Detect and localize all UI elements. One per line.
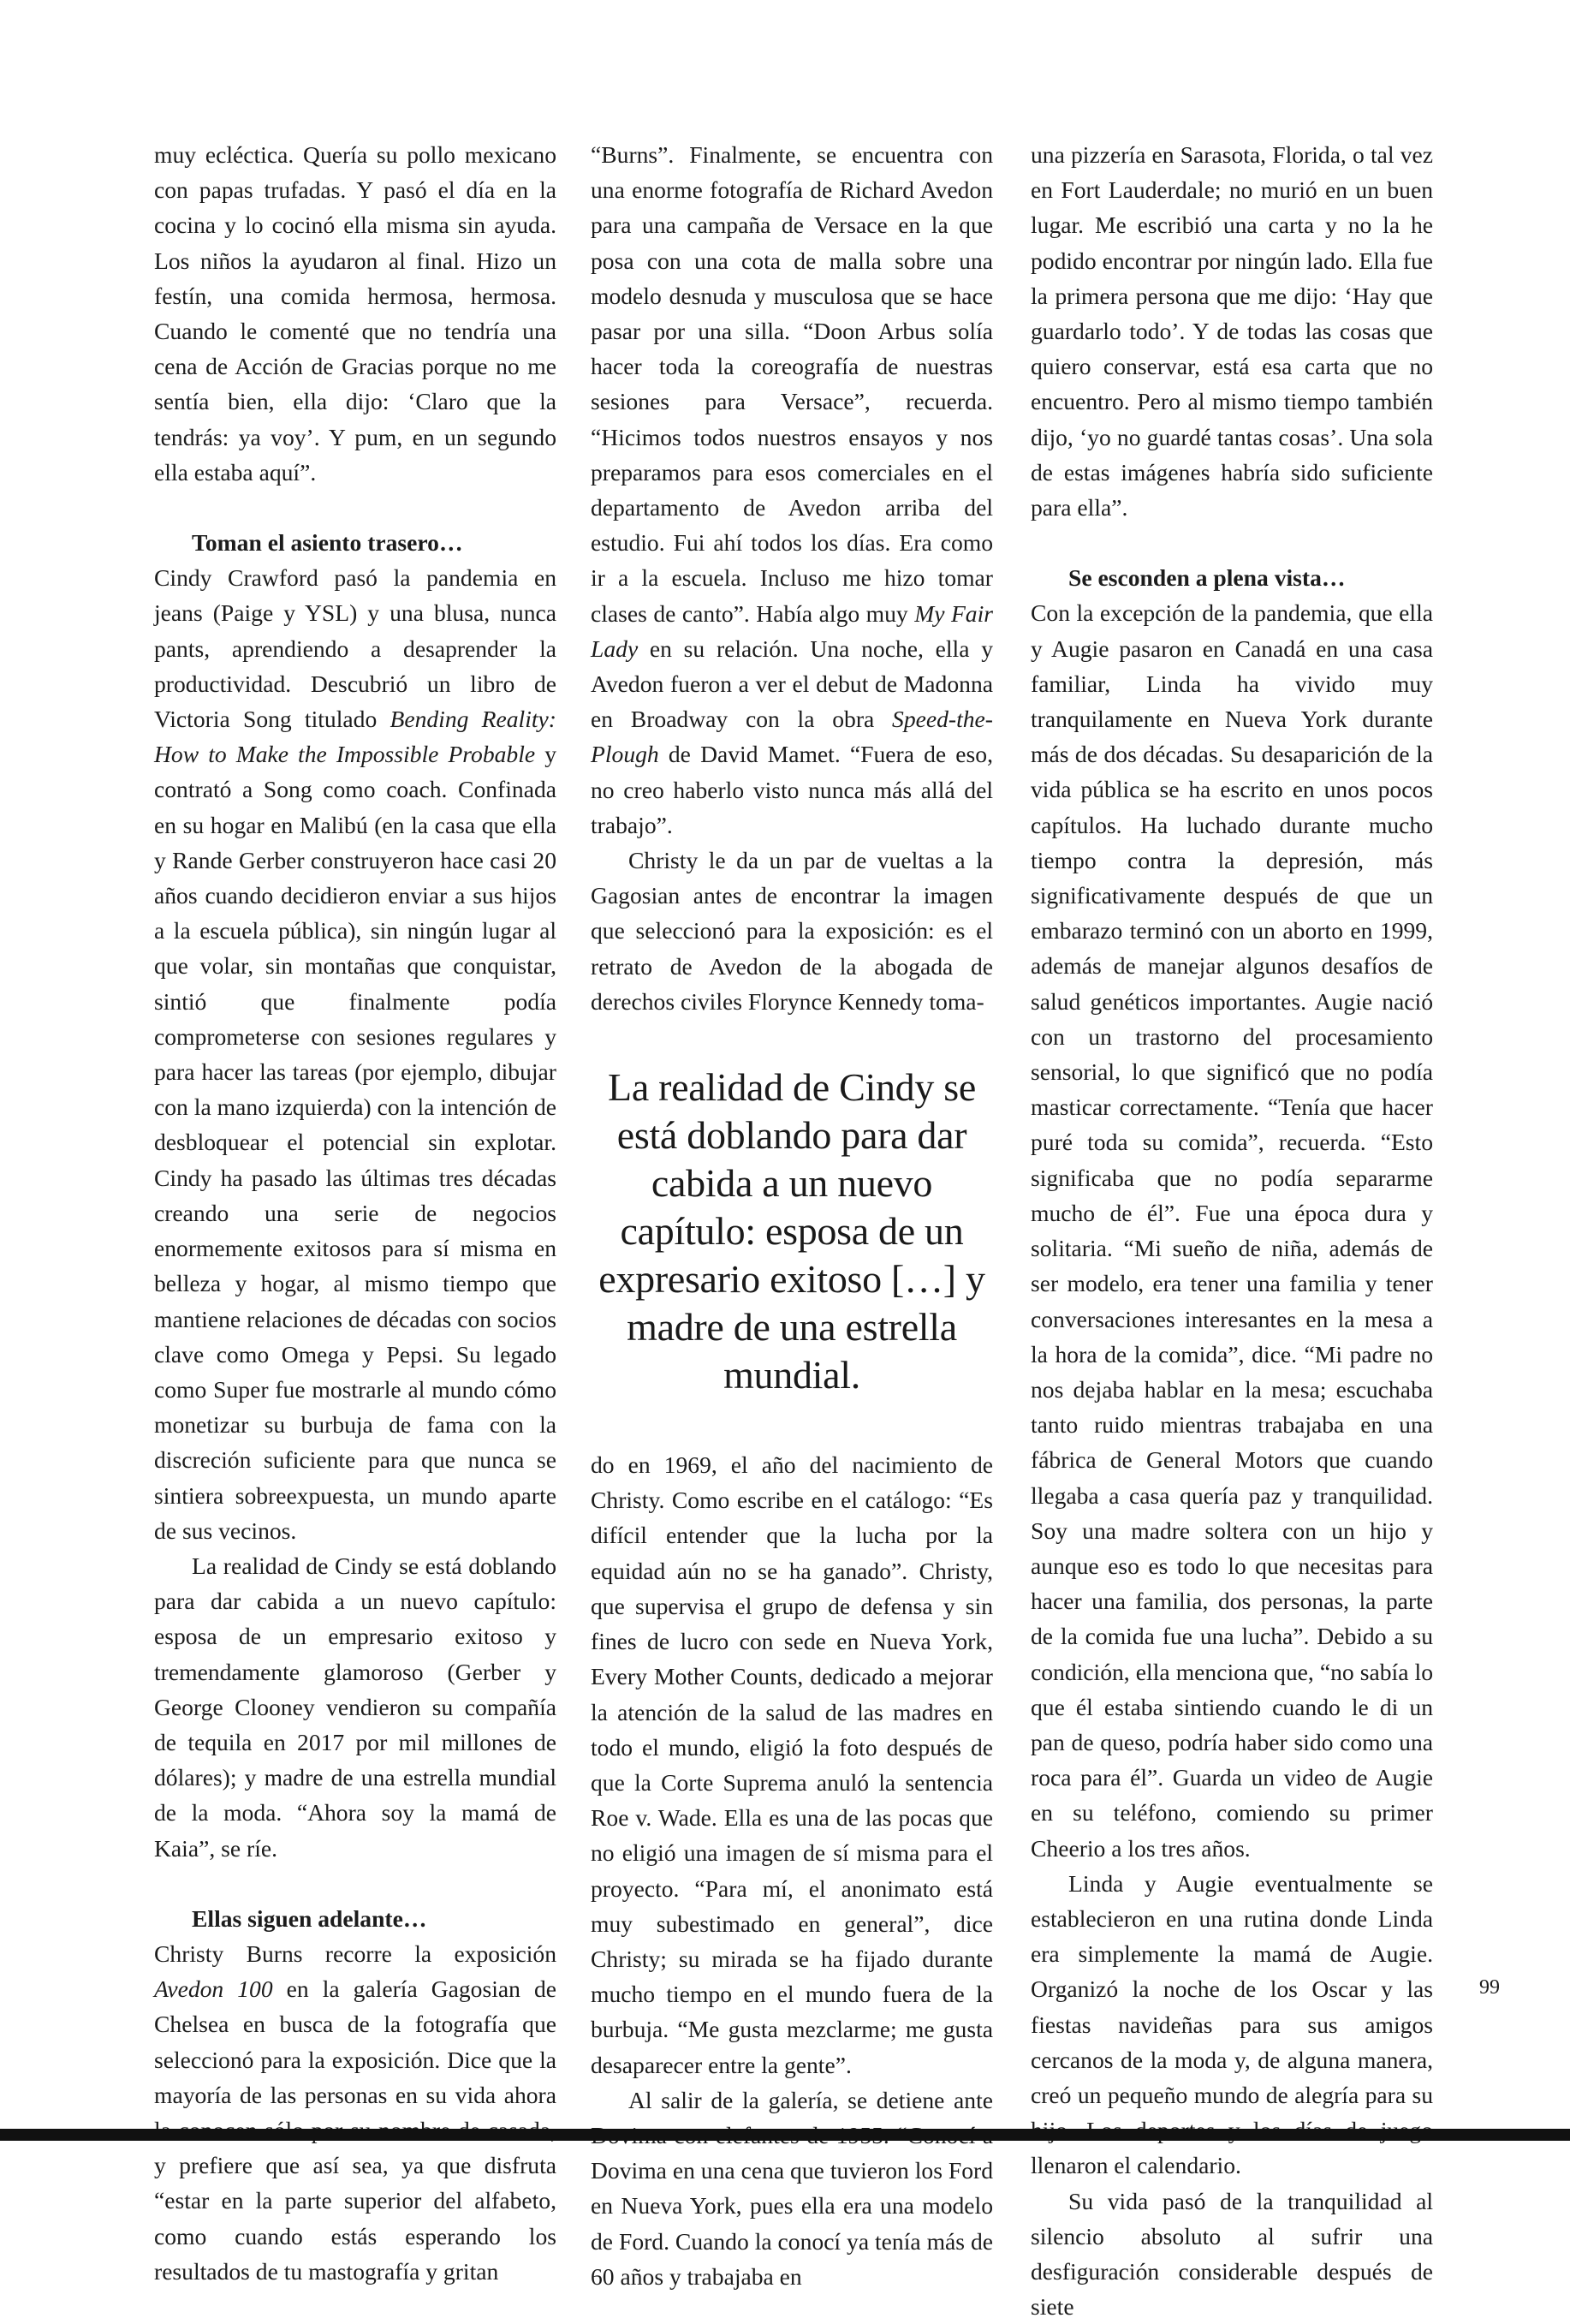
paragraph: Christy le da un par de vueltas a la Gagosian antes de encontrar la imagen que seleccionó para la exposición: es el retrato de Avedon de la abogada de derechos civiles Florynce Kennedy toma- <box>591 847 993 1015</box>
play-title: Speed-the-Plough <box>591 706 993 768</box>
paragraph: Con la excepción de la pandemia, que ella y Augie pasaron en Canadá en una casa familiar, Linda ha vivido muy tranquilamente en Nueva York durante más de dos décadas. Su desaparición de la vida pública se ha escrito en unos pocos capítulos. Ha luchado durante mucho tiempo contra la depresión, más significativamente después de que un embarazo terminó con un aborto en 1999, además de manejar algunos desafíos de salud genéticos importantes. Augie nació con un trastorno del procesamiento sensorial, lo que significó que no podía masticar correctamente. “Tenía que hacer puré toda su comida”, recuerda. “Esto significaba que no podía separarme mucho de él”. Fue una época dura y solitaria. “Mi sueño de niña, además de ser modelo, era tener una familia y tener conversaciones interesantes en la mesa a la hora de la comida”, dice. “Mi padre no nos dejaba hablar en la mesa; escuchaba tanto ruido mientras trabajaba en una fábrica de General Motors que cuando llegaba a casa quería paz y tranquilidad. Soy una madre soltera con un hijo y aunque eso es todo lo que necesitas para hacer una familia, dos personas, la parte de la comida fue una lucha”. Debido a su condición, ella menciona que, “no sabía lo que él estaba sintiendo cuando le di un pan de queso, podría haber sido como una roca para él”. Guarda un video de Augie en su teléfono, comiendo su primer Cheerio a los tres años. <box>1031 599 1433 1862</box>
paragraph: do en 1969, el año del nacimiento de Christy. Como escribe en el catálogo: “Es difícil entender que la lucha por la equidad aún no se ha ganado”. Christy, que supervisa el grupo de defensa y sin fines de lucro con sede en Nueva York, Every Mother Counts, dedicado a mejorar la atención de la salud de las madres en todo el mundo, eligió la foto después de que la Corte Suprema anuló la sentencia Roe v. Wade. Ella es una de las pocas que no eligió una imagen de sí misma para el proyecto. “Para mí, el anonimato está muy subestimado en general”, dice Christy; su mirada se ha fijado durante mucho tiempo en el mundo fuera de la burbuja. “Me gusta mezclarme; me gusta desaparecer entre la gente”. <box>591 1451 993 2078</box>
paragraph: una pizzería en Sarasota, Florida, o tal vez en Fort Lauderdale; no murió en un buen lugar. Me escribió una carta y no la he podido encontrar por ningún lado. Ella fue la primera persona que me dijo: ‘Hay que guardarlo todo’. Y de todas las cosas que quiero conservar, está esa carta que no encuentro. Pero al mismo tiempo también dijo, ‘yo no guardé tantas cosas’. Una sola de estas imágenes habría sido suficiente para ella”. <box>1031 141 1433 521</box>
musical-title: My Fair Lady <box>591 599 993 662</box>
text-run: en su relación. Una noche, ella y Avedon fueron a ver el debut de Madonna en Broadway con la obra <box>591 635 993 733</box>
paragraph: Linda y Augie eventualmente se establecieron en una rutina donde Linda era simplemente la mamá de Augie. Organizó la noche de los Oscar y las fiestas navideñas para sus amigos cercanos de la moda y, de alguna manera, creó un pequeño mundo de alegría para su llenaron el calendario. <box>1031 1869 1433 2179</box>
paragraph: muy ecléctica. Quería su pollo mexicano con papas trufadas. Y pasó el día en la cocina y lo cocinó ella misma sin ayuda. Los niños la ayudaron al final. Hizo un festín, una comida hermosa, hermosa. Cuando le comenté que no tendría una cena de Acción de Gracias porque no me sentía bien, ella dijo: ‘Claro que la tendrás: ya voy’. Y pum, en un segundo ella estaba aquí”. <box>154 141 556 486</box>
exhibition-title: Avedon 100 <box>154 1975 273 2003</box>
section-heading: Ellas siguen adelante… <box>192 1904 427 1932</box>
paragraph <box>154 1936 556 2289</box>
page-number: 99 <box>1479 1976 1500 1999</box>
text-run: de David Mamet. “Fuera de eso, no creo haberlo visto nunca más allá del trabajo”. <box>591 741 993 838</box>
text-run: Cindy Crawford pasó la pandemia en jeans (Paige y YSL) y una blusa, nunca pants, aprendiendo a desaprender la productividad. Descubrió un libro de Victoria Song titulado <box>154 564 556 733</box>
article-column-1 <box>154 137 556 2289</box>
text-run: en la galería Gagosian de Chelsea en busca de la fotografía que seleccionó para la exposición. Dice que la mayoría de las personas en su vida ahora y prefiere que así sea, ya que disfruta “estar en la parte superior del alfabeto, como cuando estás esperando los resultados de tu mastografía y gritan <box>154 1975 556 2285</box>
article-column-2 <box>591 137 993 2294</box>
paragraph: Al salir de la galería, se detiene ante Dovima en una cena que tuvieron los Ford en Nueva York, pues ella era una modelo de Ford. Cuando la conocí ya tenía más de 60 años y trabajaba en <box>591 2086 993 2290</box>
bottom-edge-bar <box>0 2129 1570 2141</box>
text-run: “Burns”. Finalmente, se encuentra con una enorme fotografía de Richard Avedon para una campaña de Versace en la que posa con una cota de malla sobre una modelo desnuda y musculosa que se hace pasar por una silla. “Doon Arbus solía hacer toda la coreografía de nuestras sesiones para Versace”, recuerda. “Hicimos todos nuestros ensayos y nos preparamos para esos comerciales en el departamento de Avedon arriba del estudio. Fui ahí todos los días. Era como ir a la escuela. Incluso me hizo tomar clases de canto”. Había algo muy <box>591 141 993 627</box>
paragraph <box>154 560 556 1548</box>
text-run: Christy Burns recorre la exposición <box>154 1940 556 1967</box>
paragraph: La realidad de Cindy se está doblando para dar cabida a un nuevo capítulo: esposa de un empresario exitoso y tremendamente glamoroso (Gerber y George Clooney vendieron su compañía de tequila en 2017 por mil millones de dólares); y madre de una estrella mundial de la moda. “Ahora soy la mamá de Kaia”, se ríe. <box>154 1552 556 1862</box>
section-heading: Toman el asiento trasero… <box>192 529 463 557</box>
pull-quote: La realidad de Cindy se está doblando para dar cabida a un nuevo capítulo: esposa de un expresario exitoso […] y madre de una estrella mundial. <box>598 1065 985 1397</box>
article-column-3 <box>1031 137 1433 2324</box>
text-run: y contrató a Song como coach. Confinada en su hogar en Malibú (en la casa que ella y Rande Gerber construyeron hace casi 20 años cuando decidieron enviar a sus hijos a la escuela pública), sin ningún lugar al que volar, sin montañas que conquistar, sintió que finalmente podía comprometerse con sesiones regulares y para hacer las tareas (por ejemplo, dibujar con la mano izquierda) con la intención de desbloquear el potencial sin explotar. Cindy ha pasado las últimas tres décadas creando una serie de negocios enormemente exitosos para sí misma en belleza y hogar, al mismo tiempo que mantiene relaciones de décadas con socios clave como Omega y Pepsi. Su legado como Super fue mostrarle al mundo cómo monetizar su burbuja de fama con la discreción suficiente para que nunca se sintiera sobreexpuesta, un mundo aparte de sus vecinos. <box>154 741 556 1544</box>
paragraph <box>591 137 993 843</box>
book-title: Bending Reality: How to Make the Impossible Probable <box>154 706 556 768</box>
section-heading: Se esconden a plena vista… <box>1068 564 1346 592</box>
paragraph: Su vida pasó de la tranquilidad al silencio absoluto al sufrir una desfiguración considerable después de siete <box>1031 2187 1433 2321</box>
